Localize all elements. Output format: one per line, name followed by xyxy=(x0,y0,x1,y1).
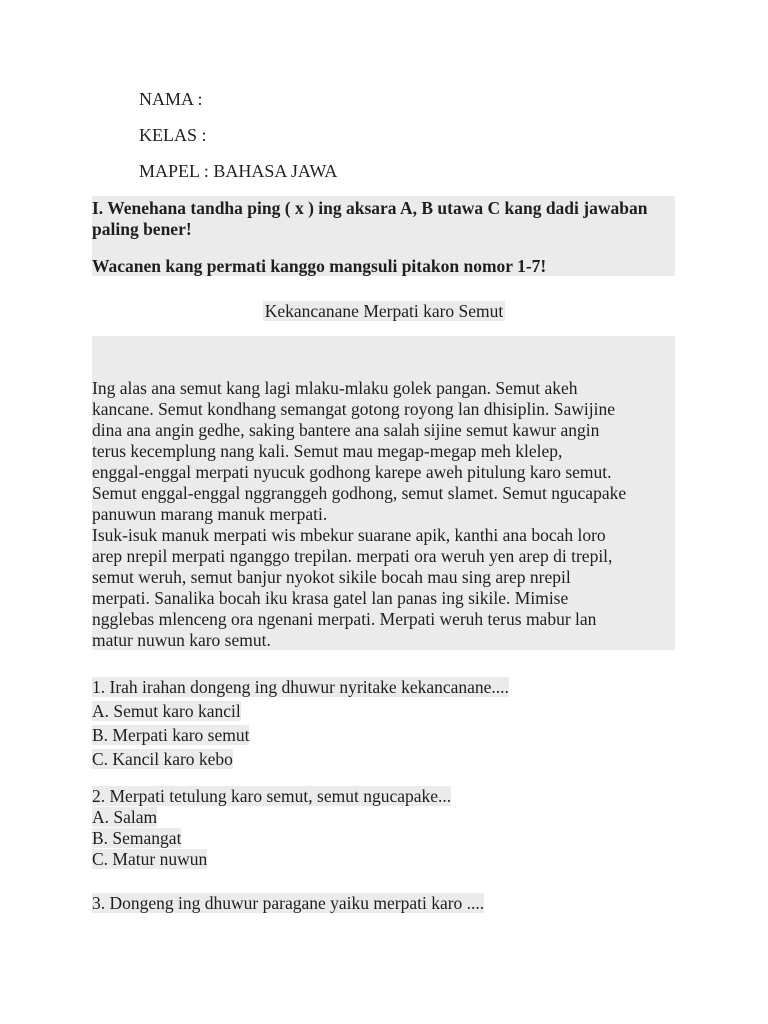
question-2-option-b xyxy=(92,827,181,849)
story-line: terus kecemplung nang kali. Semut mau megap-megap meh klelep, xyxy=(92,441,563,461)
option-text: B. Merpati karo semut xyxy=(92,725,250,745)
story-text xyxy=(92,378,675,651)
story-line: panuwun marang manuk merpati. xyxy=(92,504,328,524)
story-title-text: Kekancanane Merpati karo Semut xyxy=(264,301,504,321)
story-line: ngglebas mlenceng ora ngenani merpati. Merpati weruh terus mabur lan xyxy=(92,609,597,629)
option-text: B. Semangat xyxy=(92,828,182,848)
question-1 xyxy=(92,676,509,698)
question-1-option-a xyxy=(92,700,241,722)
question-1-text: 1. Irah irahan dongeng ing dhuwur nyritake kekancanane.... xyxy=(92,677,509,697)
instruction-line-1: I. Wenehana tandha ping ( x ) ing aksara A, B utawa C kang dadi jawaban paling bener! xyxy=(92,198,648,239)
question-2-text: 2. Merpati tetulung karo semut, semut ngucapake... xyxy=(92,786,452,806)
story-line: enggal-enggal merpati nyucuk godhong karepe aweh pitulung karo semut. xyxy=(92,462,612,482)
story-line: Ing alas ana semut kang lagi mlaku-mlaku golek pangan. Semut akeh xyxy=(92,378,578,398)
option-text: C. Matur nuwun xyxy=(92,849,208,869)
story-line: Semut enggal-enggal nggranggeh godhong, semut slamet. Semut ngucapake xyxy=(92,483,627,503)
story-line: Isuk-isuk manuk merpati wis mbekur suarane apik, kanthi ana bocah loro xyxy=(92,525,606,545)
nama-label: NAMA : xyxy=(139,89,203,109)
question-1-option-c xyxy=(92,748,233,770)
question-2-option-a xyxy=(92,806,157,828)
question-2-option-c xyxy=(92,848,207,870)
mapel-label: MAPEL : BAHASA JAWA xyxy=(139,161,338,181)
story-title xyxy=(0,300,768,322)
story-line: matur nuwun karo semut. xyxy=(92,630,271,650)
option-text: A. Semut karo kancil xyxy=(92,701,241,721)
story-line: dina ana angin gedhe, saking bantere ana salah sijine semut kawur angin xyxy=(92,420,600,440)
question-1-option-b xyxy=(92,724,249,746)
kelas-label: KELAS : xyxy=(139,125,207,145)
instruction-line-2: Wacanen kang permati kanggo mangsuli pitakon nomor 1-7! xyxy=(92,256,547,276)
instructions-block xyxy=(92,196,675,276)
question-3-text: 3. Dongeng ing dhuwur paragane yaiku merpati karo .... xyxy=(92,893,485,913)
story-line: merpati. Sanalika bocah iku krasa gatel lan panas ing sikile. Mimise xyxy=(92,588,569,608)
story-line: semut weruh, semut banjur nyokot sikile bocah mau sing arep nrepil xyxy=(92,567,571,587)
question-2 xyxy=(92,785,451,807)
question-3 xyxy=(92,892,484,914)
option-text: A. Salam xyxy=(92,807,158,827)
option-text: C. Kancil karo kebo xyxy=(92,749,233,769)
story-line: arep nrepil merpati nganggo trepilan. merpati ora weruh yen arep di trepil, xyxy=(92,546,613,566)
story-line: kancane. Semut kondhang semangat gotong royong lan dhisiplin. Sawijine xyxy=(92,399,615,419)
